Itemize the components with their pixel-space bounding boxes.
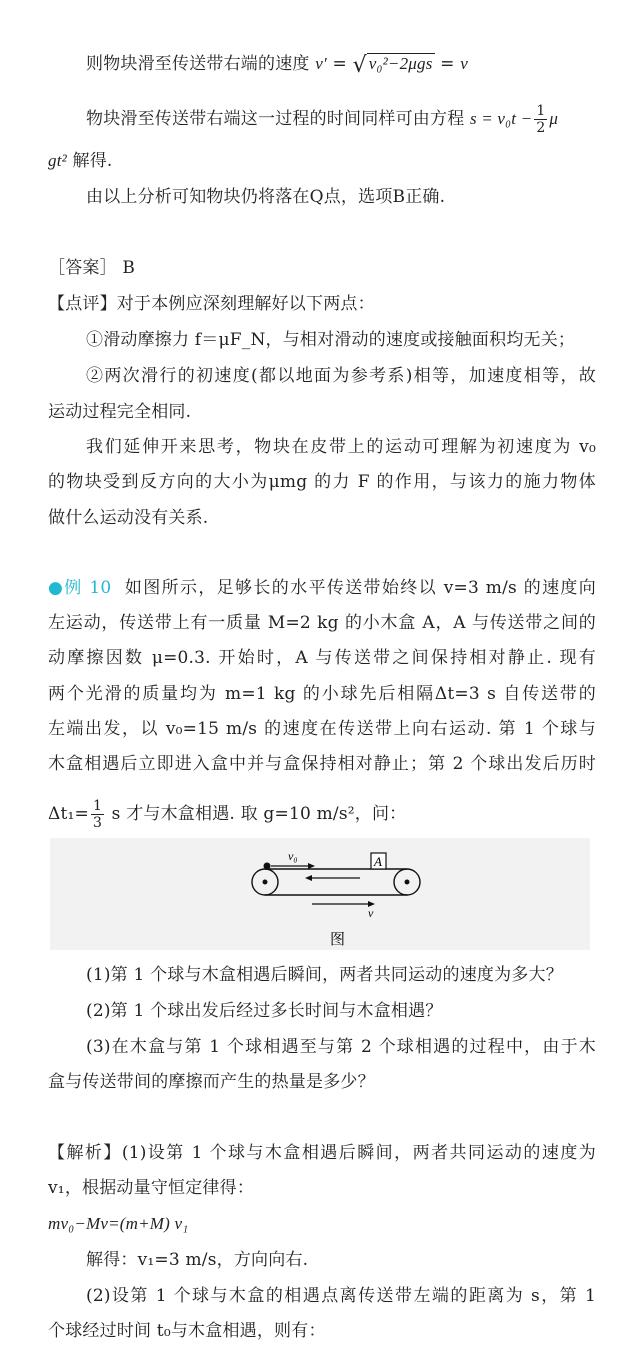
math-mu: μ: [549, 109, 559, 128]
answer-line: ［答案］ B: [48, 258, 136, 278]
conveyor-diagram: [50, 838, 590, 950]
example-line-5: 左端出发，以 v₀=15 m/s 的速度在传送带上向右运动. 第 1 个球与: [48, 719, 596, 739]
conclusion-line: 由以上分析可知物块仍将落在Q点，选项B正确.: [86, 187, 446, 207]
denominator: 2: [536, 120, 546, 136]
math-v: v: [460, 54, 468, 73]
sqrt-inner: v₀²−2μgs: [368, 54, 433, 73]
text: 物块滑至传送带右端这一过程的时间同样可由方程: [86, 109, 465, 129]
example-line-2: 左运动，传送带上有一质量 M=2 kg 的小木盒 A，A 与传送带之间的: [48, 613, 596, 633]
sqrt-expression: [352, 53, 435, 78]
example-label: 例 10: [64, 578, 112, 598]
conveyor-figure: [50, 838, 590, 950]
time-equation-line: [86, 103, 596, 136]
denominator: 3: [92, 815, 103, 831]
example-line-1: [48, 576, 596, 600]
example-line-6: 木盒相遇后立即进入盒中并与盒保持相对静止；第 2 个球出发后历时: [48, 754, 596, 774]
question-3: (3)在木盒与第 1 个球相遇至与第 2 个球相遇的过程中，由于木: [86, 1037, 596, 1057]
solution-line-5: (2)设第 1 个球与木盒的相遇点离传送带左端的距离为 s，第 1: [86, 1286, 596, 1306]
comment-ext-3: 做什么运动没有关系.: [48, 508, 209, 528]
example-line-3: 动摩擦因数 μ=0.3. 开始时，A 与传送带之间保持相对静止. 现有: [48, 648, 596, 668]
text: 解得.: [72, 151, 113, 171]
solution-line-6: 个球经过时间 t₀与木盒相遇，则有：: [48, 1321, 326, 1341]
comment-item-2-cont: 运动过程完全相同.: [48, 402, 192, 422]
bullet-icon: ●: [48, 578, 65, 598]
figure-caption: 图: [330, 930, 346, 948]
text: 则物块滑至传送带右端的速度: [86, 54, 310, 74]
velocity-line: [86, 52, 596, 78]
math-eq: =: [332, 54, 347, 74]
comment-ext-2: 的物块受到反方向的大小为μmg 的力 F 的作用，与该力的施力物体: [48, 472, 596, 492]
question-2: (2)第 1 个球出发后经过多长时间与木盒相遇？: [86, 1001, 443, 1021]
v0-label: v₀: [288, 849, 298, 863]
solution-line-2: v₁，根据动量守恒定律得：: [48, 1178, 255, 1198]
numerator: 1: [536, 103, 546, 119]
left-pulley-axle: [263, 880, 268, 885]
question-3-cont: 盒与传送带间的摩擦而产生的热量是多少？: [48, 1072, 375, 1092]
comment-item-2: ②两次滑行的初速度(都以地面为参考系)相等，加速度相等，故: [86, 366, 596, 386]
right-pulley-axle: [405, 880, 410, 885]
v-label: v: [368, 906, 374, 920]
text: s 才与木盒相遇. 取 g=10 m/s²，问：: [106, 804, 407, 824]
v0-arrow-head-icon: [308, 863, 315, 869]
question-1: (1)第 1 个球与木盒相遇后瞬间，两者共同运动的速度为多大？: [86, 965, 563, 985]
example-line-7: [48, 798, 596, 831]
comment-heading: 【点评】对于本例应深刻理解好以下两点：: [48, 294, 375, 314]
ball: [264, 863, 271, 870]
numerator: 1: [92, 798, 103, 814]
math-eq: s = v₀t −: [470, 109, 533, 128]
time-equation-cont: [48, 149, 596, 173]
belt-arrow-head-icon: [305, 875, 312, 881]
fraction-third: [91, 798, 104, 831]
math-v-prime: v′: [315, 54, 327, 73]
comment-item-1: ①滑动摩擦力 f＝μF_N，与相对滑动的速度或接触面积均无关；: [86, 330, 576, 350]
math-gt2: gt²: [48, 151, 67, 170]
fraction-half: [534, 103, 547, 136]
box-a-label: A: [374, 854, 382, 869]
text: 如图所示，足够长的水平传送带始终以 v=3 m/s 的速度向: [124, 578, 596, 598]
radical-sign-icon: √: [352, 53, 367, 78]
example-line-4: 两个光滑的质量均为 m=1 kg 的小球先后相隔Δt=3 s 自传送带的: [48, 684, 596, 704]
solution-result: 解得：v₁=3 m/s，方向向右.: [86, 1250, 309, 1270]
comment-ext-1: 我们延伸开来思考，物块在皮带上的运动可理解为初速度为 v₀: [86, 437, 596, 457]
solution-equation: mv₀−Mv=(m+M) v₁: [48, 1214, 189, 1233]
math-eq: =: [440, 54, 455, 74]
solution-line-1: 【解析】(1)设第 1 个球与木盒相遇后瞬间，两者共同运动的速度为: [48, 1143, 596, 1163]
text: Δt₁=: [48, 804, 89, 824]
